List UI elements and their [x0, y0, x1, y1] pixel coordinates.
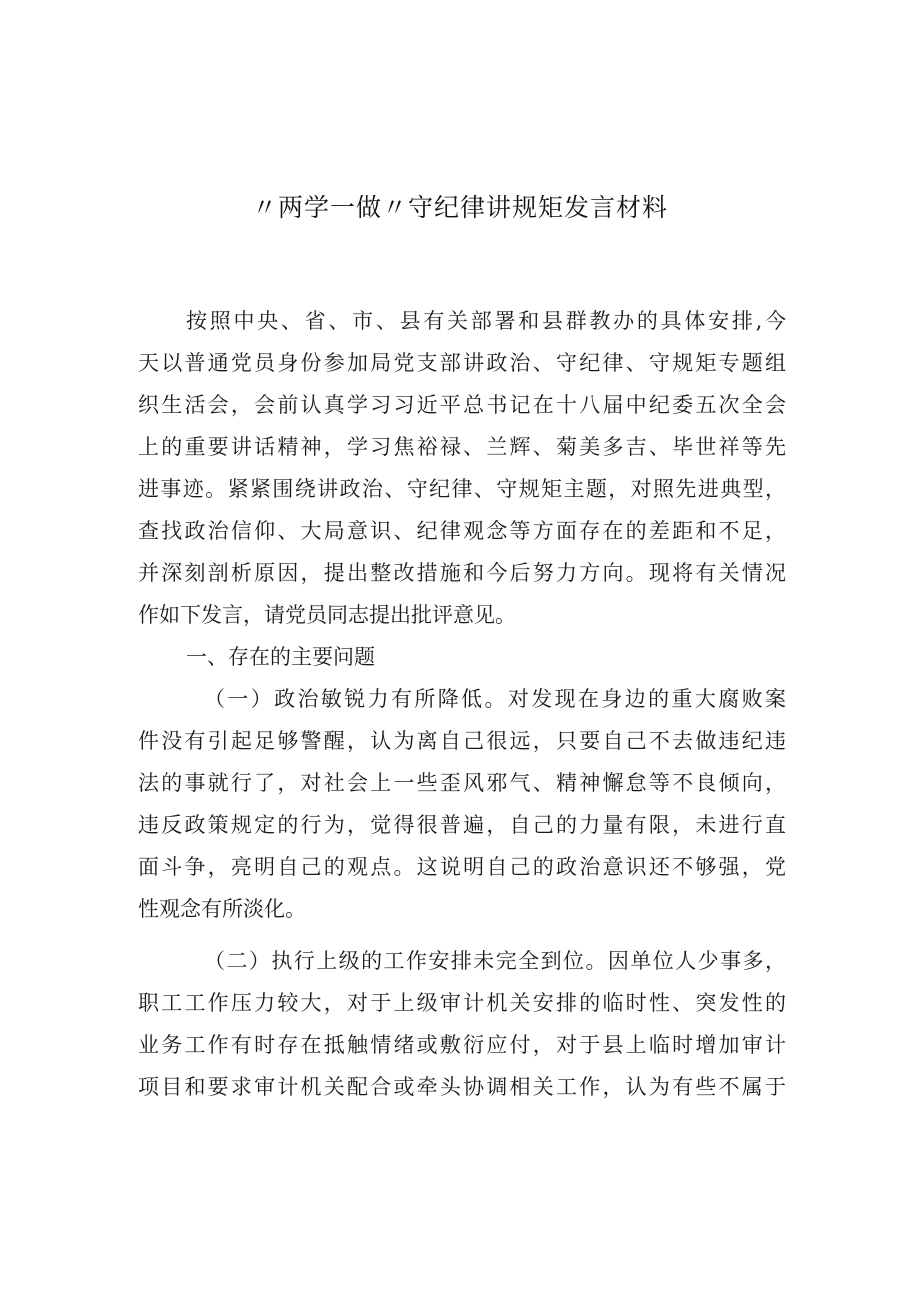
section-heading-text: 一、存在的主要问题 [186, 645, 375, 669]
text-line: 天以普通党员身份参加局党支部讲政治、守纪律、守规矩专题组 [138, 351, 786, 375]
text-line: 职工工作压力较大，对于上级审计机关安排的临时性、突发性的 [138, 991, 786, 1015]
text-line: 性观念有所淡化。 [138, 897, 306, 921]
document-title: 〃两学一做〃守纪律讲规矩发言材料 [251, 193, 668, 222]
text-line: 法的事就行了，对社会上一些歪风邪气、精神懈怠等不良倾向， [138, 771, 786, 795]
text-line: 违反政策规定的行为，觉得很普遍，自己的力量有限，未进行直 [138, 813, 786, 837]
text-line: 件没有引起足够警醒，认为离自己很远，只要自己不去做违纪违 [138, 729, 786, 753]
text-line: 上的重要讲话精神，学习焦裕禄、兰辉、菊美多吉、毕世祥等先 [138, 435, 786, 459]
section-heading [138, 636, 786, 678]
issue-paragraph-1 [138, 678, 786, 930]
text-line: 业务工作有时存在抵触情绪或敷衍应付，对于县上临时增加审计 [138, 1033, 786, 1057]
text-line: （一）政治敏锐力有所降低。对发现在身边的重大腐败案 [204, 687, 786, 711]
intro-paragraph [138, 300, 786, 636]
text-line: 进事迹。紧紧围绕讲政治、守纪律、守规矩主题，对照先进典型， [138, 477, 786, 501]
text-line: 并深刻剖析原因，提出整改措施和今后努力方向。现将有关情况 [138, 561, 786, 585]
text-line: 面斗争，亮明自己的观点。这说明自己的政治意识还不够强，党 [138, 855, 786, 879]
document-body [138, 300, 786, 1108]
paragraph-gap [138, 930, 786, 940]
text-line: 按照中央、省、市、县有关部署和县群教办的具体安排,今 [186, 309, 786, 333]
text-line: 织生活会，会前认真学习习近平总书记在十八届中纪委五次全会 [138, 393, 786, 417]
text-line: 项目和要求审计机关配合或牵头协调相关工作，认为有些不属于 [138, 1075, 786, 1099]
text-line: 作如下发言，请党员同志提出批评意见。 [138, 603, 516, 627]
text-line: （二）执行上级的工作安排未完全到位。因单位人少事多， [204, 949, 786, 973]
issue-paragraph-2 [138, 940, 786, 1108]
text-line: 查找政治信仰、大局意识、纪律观念等方面存在的差距和不足， [138, 519, 786, 543]
